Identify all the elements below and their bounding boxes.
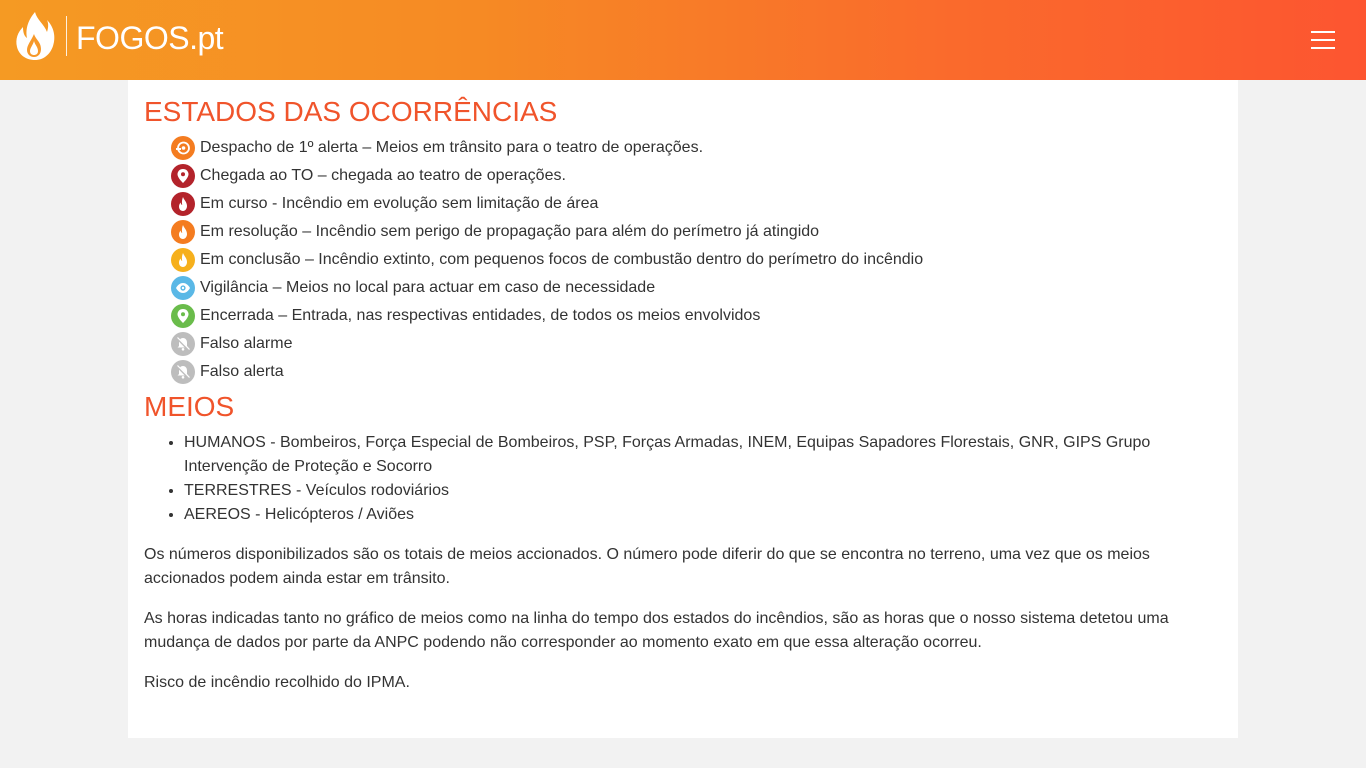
means-item-aereos: • AEREOS - Helicópteros / Aviões [184, 503, 1214, 527]
state-item-em-resolucao [171, 218, 1214, 246]
state-item-chegada [171, 162, 1214, 190]
state-item-falso-alarme [171, 330, 1214, 358]
states-list [144, 134, 1214, 386]
flame-icon [14, 10, 56, 62]
state-label: Encerrada – Entrada, nas respectivas entidades, de todos os meios envolvidos [200, 307, 761, 324]
paragraph-time-notice: As horas indicadas tanto no gráfico de meios como na linha do tempo dos estados do incêndios, são as horas que o nosso sistema detetou uma mudança de dados por parte da ANPC podendo não corresponder ao momento exato em que essa alteração ocorreu. [144, 610, 1169, 651]
flame-icon [171, 248, 195, 272]
state-item-despacho [171, 134, 1214, 162]
state-item-em-curso [171, 190, 1214, 218]
hamburger-menu-button[interactable] [1304, 24, 1342, 56]
menu-bar [1311, 31, 1335, 33]
bell-off-icon [171, 332, 195, 356]
logo-divider [66, 16, 67, 56]
state-item-encerrada [171, 302, 1214, 330]
logo-text: FOGOS.pt [76, 20, 224, 56]
bell-off-icon [171, 360, 195, 384]
state-label: Falso alerta [200, 363, 284, 380]
state-label: Em conclusão – Incêndio extinto, com pequenos focos de combustão dentro do perímetro do incêndio [200, 251, 924, 268]
state-item-em-conclusao [171, 246, 1214, 274]
state-item-vigilancia [171, 274, 1214, 302]
logo[interactable] [14, 8, 223, 64]
top-navbar [0, 0, 1366, 80]
means-section-title: MEIOS [144, 391, 235, 422]
flame-icon [171, 220, 195, 244]
map-pin-icon [171, 164, 195, 188]
means-item-terrestres: • TERRESTRES - Veículos rodoviários [184, 479, 1214, 503]
flame-icon [171, 192, 195, 216]
content-inner [144, 94, 1214, 695]
map-pin-icon [171, 304, 195, 328]
state-label: Despacho de 1º alerta – Meios em trânsito para o teatro de operações. [200, 139, 704, 156]
state-label: Vigilância – Meios no local para actuar em caso de necessidade [200, 279, 656, 296]
eye-icon [171, 276, 195, 300]
state-label: Em curso - Incêndio em evolução sem limitação de área [200, 195, 599, 212]
main-content [128, 80, 1238, 738]
paragraph-means-totals: Os números disponibilizados são os totais de meios accionados. O número pode diferir do que se encontra no terreno, uma vez que os meios accionados podem ainda estar em trânsito. [144, 546, 1150, 587]
state-label: Em resolução – Incêndio sem perigo de propagação para além do perímetro já atingido [200, 223, 820, 240]
state-label: Falso alarme [200, 335, 293, 352]
paragraph-ipma-risk: Risco de incêndio recolhido do IPMA. [144, 674, 410, 691]
menu-bar [1311, 47, 1335, 49]
state-item-falso-alerta [171, 358, 1214, 386]
state-label: Chegada ao TO – chegada ao teatro de operações. [200, 167, 566, 184]
dispatch-icon [171, 136, 195, 160]
means-list [144, 431, 1214, 527]
menu-bar [1311, 39, 1335, 41]
states-section-title: ESTADOS DAS OCORRÊNCIAS [144, 96, 558, 127]
means-item-humanos: • HUMANOS - Bombeiros, Força Especial de Bombeiros, PSP, Forças Armadas, INEM, Equipas Sapadores Florestais, GNR, GIPS Grupo Intervenção de Proteção e Socorro [184, 431, 1214, 479]
